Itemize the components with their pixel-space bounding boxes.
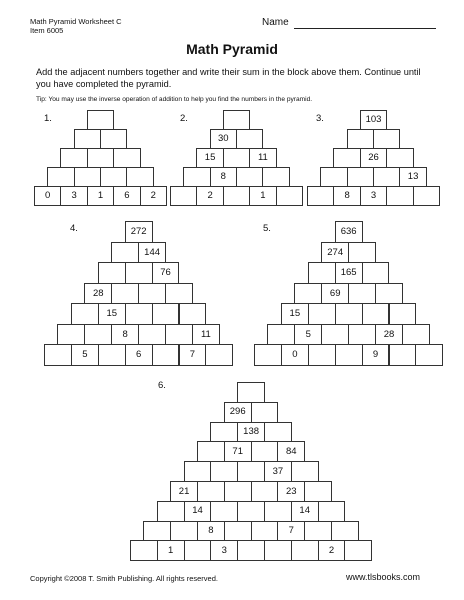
pyramid-block: 23 [277, 481, 305, 502]
pyramid-block[interactable] [237, 461, 265, 482]
pyramid-block: 84 [277, 441, 305, 462]
pyramid-block: 7 [179, 344, 207, 366]
pyramid-block: 2 [318, 540, 346, 561]
pyramid-block[interactable] [402, 324, 430, 346]
pyramid-label: 6. [158, 380, 166, 391]
pyramid-block: 28 [84, 283, 112, 305]
pyramid-block[interactable] [197, 441, 225, 462]
pyramid-block[interactable] [348, 283, 376, 305]
pyramid-label: 2. [180, 113, 188, 124]
pyramid-block[interactable] [157, 501, 185, 522]
pyramid-block: 14 [291, 501, 319, 522]
pyramid-block: 296 [224, 402, 252, 423]
pyramid-block[interactable] [236, 167, 263, 187]
pyramid-block[interactable] [276, 186, 303, 206]
pyramid-block[interactable] [223, 186, 250, 206]
item-number: Item 6005 [30, 26, 64, 35]
pyramid-block: 8 [210, 167, 237, 187]
pyramid-block: 21 [170, 481, 198, 502]
pyramid-block: 0 [34, 186, 61, 206]
pyramid-block[interactable] [87, 110, 114, 130]
pyramid-block[interactable] [165, 283, 193, 305]
pyramid-block: 3 [60, 186, 87, 206]
pyramid-block[interactable] [307, 186, 334, 206]
pyramid-block[interactable] [267, 324, 295, 346]
pyramid-block[interactable] [210, 461, 238, 482]
pyramid-block[interactable] [152, 303, 180, 325]
pyramid-block: 5 [294, 324, 322, 346]
instructions: Add the adjacent numbers together and write their sum in the block above them. Continue until you have completed the pyramid. [36, 67, 421, 89]
pyramid-block: 103 [360, 110, 387, 130]
pyramid-block[interactable] [318, 501, 346, 522]
pyramid-block: 0 [281, 344, 309, 366]
pyramid-block[interactable] [362, 303, 390, 325]
pyramid-block[interactable] [347, 167, 374, 187]
pyramid-block: 165 [335, 262, 363, 284]
pyramid-block[interactable] [294, 283, 322, 305]
pyramid-block[interactable] [347, 129, 374, 149]
pyramid-block[interactable] [57, 324, 85, 346]
pyramid-block: 11 [249, 148, 276, 168]
pyramid-block: 37 [264, 461, 292, 482]
pyramid-block[interactable] [223, 110, 250, 130]
pyramid-block[interactable] [331, 521, 359, 542]
pyramid-block[interactable] [237, 501, 265, 522]
pyramid-6 [130, 382, 371, 560]
pyramid-block[interactable] [125, 303, 153, 325]
pyramid-block[interactable] [205, 344, 233, 366]
pyramid-1 [34, 110, 166, 205]
pyramid-block[interactable] [304, 521, 332, 542]
pyramid-block[interactable] [179, 303, 207, 325]
pyramid-block[interactable] [373, 167, 400, 187]
pyramid-block[interactable] [47, 167, 74, 187]
pyramid-label: 3. [316, 113, 324, 124]
pyramid-block[interactable] [335, 303, 363, 325]
pyramid-block[interactable] [291, 540, 319, 561]
pyramid-block: 69 [321, 283, 349, 305]
pyramid-block: 7 [277, 521, 305, 542]
pyramid-block[interactable] [264, 501, 292, 522]
pyramid-label: 5. [263, 223, 271, 234]
pyramid-block[interactable] [210, 501, 238, 522]
pyramid-block[interactable] [111, 242, 139, 264]
pyramid-block[interactable] [375, 283, 403, 305]
pyramid-block[interactable] [74, 129, 101, 149]
worksheet-name: Math Pyramid Worksheet C [30, 17, 122, 26]
pyramid-block[interactable] [184, 540, 212, 561]
pyramid-block[interactable] [251, 521, 279, 542]
pyramid-4 [44, 221, 232, 365]
pyramid-block[interactable] [98, 344, 126, 366]
name-label: Name [262, 17, 289, 28]
pyramid-block[interactable] [84, 324, 112, 346]
pyramid-block: 15 [196, 148, 223, 168]
pyramid-block[interactable] [373, 129, 400, 149]
pyramid-block[interactable] [251, 441, 279, 462]
pyramid-block: 1 [87, 186, 114, 206]
pyramid-block[interactable] [304, 481, 332, 502]
copyright-notice: Copyright ©2008 T. Smith Publishing. All rights reserved. [30, 574, 218, 583]
pyramid-block[interactable] [224, 521, 252, 542]
pyramid-block: 26 [360, 148, 387, 168]
pyramid-block[interactable] [291, 461, 319, 482]
pyramid-block: 636 [335, 221, 363, 243]
pyramid-block: 15 [281, 303, 309, 325]
pyramid-block[interactable] [415, 344, 443, 366]
pyramid-block[interactable] [264, 540, 292, 561]
pyramid-block: 2 [140, 186, 167, 206]
pyramid-block[interactable] [223, 148, 250, 168]
pyramid-block[interactable] [264, 422, 292, 443]
pyramid-block[interactable] [386, 186, 413, 206]
pyramid-block: 15 [98, 303, 126, 325]
pyramid-block[interactable] [210, 422, 238, 443]
pyramid-block[interactable] [362, 262, 390, 284]
pyramid-block: 5 [71, 344, 99, 366]
pyramid-block[interactable] [308, 344, 336, 366]
pyramid-block[interactable] [251, 402, 279, 423]
pyramid-block: 1 [157, 540, 185, 561]
pyramid-block[interactable] [184, 461, 212, 482]
pyramid-block: 274 [321, 242, 349, 264]
pyramid-block: 8 [333, 186, 360, 206]
pyramid-block: 3 [210, 540, 238, 561]
pyramid-block[interactable] [183, 167, 210, 187]
pyramid-block[interactable] [237, 540, 265, 561]
pyramid-block[interactable] [224, 481, 252, 502]
pyramid-block: 28 [375, 324, 403, 346]
pyramid-block[interactable] [335, 344, 363, 366]
pyramid-block[interactable] [348, 324, 376, 346]
pyramid-block: 30 [210, 129, 237, 149]
pyramid-block[interactable] [152, 344, 180, 366]
pyramid-block: 3 [360, 186, 387, 206]
pyramid-block[interactable] [125, 262, 153, 284]
pyramid-block[interactable] [262, 167, 289, 187]
pyramid-block[interactable] [386, 148, 413, 168]
pyramid-block[interactable] [251, 481, 279, 502]
pyramid-block[interactable] [308, 262, 336, 284]
pyramid-block[interactable] [308, 303, 336, 325]
pyramid-block: 71 [224, 441, 252, 462]
pyramid-block: 8 [197, 521, 225, 542]
pyramid-block: 2 [196, 186, 223, 206]
pyramid-label: 1. [44, 113, 52, 124]
pyramid-block: 8 [111, 324, 139, 346]
pyramid-block[interactable] [320, 167, 347, 187]
pyramid-block[interactable] [236, 129, 263, 149]
pyramid-block[interactable] [333, 148, 360, 168]
pyramid-block[interactable] [113, 148, 140, 168]
pyramid-block[interactable] [100, 129, 127, 149]
pyramid-block: 144 [138, 242, 166, 264]
pyramid-block: 1 [249, 186, 276, 206]
pyramid-block[interactable] [143, 521, 171, 542]
pyramid-block[interactable] [130, 540, 158, 561]
pyramid-block[interactable] [170, 186, 197, 206]
pyramid-block[interactable] [100, 167, 127, 187]
name-field-line[interactable] [294, 28, 436, 29]
pyramid-block[interactable] [165, 324, 193, 346]
pyramid-block[interactable] [237, 382, 265, 403]
pyramid-block: 14 [184, 501, 212, 522]
pyramid-block: 6 [113, 186, 140, 206]
pyramid-block: 11 [192, 324, 220, 346]
pyramid-block[interactable] [126, 167, 153, 187]
pyramid-3 [307, 110, 439, 205]
pyramid-block[interactable] [87, 148, 114, 168]
tip-text: Tip: You may use the inverse operation of addition to help you find the numbers in the pyramid. [36, 96, 313, 103]
pyramid-block[interactable] [170, 521, 198, 542]
pyramid-block[interactable] [44, 344, 72, 366]
pyramid-block[interactable] [389, 303, 417, 325]
pyramid-block[interactable] [389, 344, 417, 366]
pyramid-block[interactable] [98, 262, 126, 284]
pyramid-block[interactable] [138, 324, 166, 346]
pyramid-block[interactable] [71, 303, 99, 325]
pyramid-5 [254, 221, 442, 365]
pyramid-block[interactable] [348, 242, 376, 264]
worksheet-id [30, 17, 122, 35]
pyramid-block[interactable] [138, 283, 166, 305]
pyramid-2 [170, 110, 302, 205]
pyramid-block[interactable] [60, 148, 87, 168]
pyramid-block: 138 [237, 422, 265, 443]
pyramid-block: 6 [125, 344, 153, 366]
pyramid-block[interactable] [321, 324, 349, 346]
pyramid-block: 272 [125, 221, 153, 243]
pyramid-block[interactable] [344, 540, 372, 561]
pyramid-label: 4. [70, 223, 78, 234]
pyramid-block: 13 [399, 167, 426, 187]
pyramid-block[interactable] [197, 481, 225, 502]
pyramid-block[interactable] [254, 344, 282, 366]
pyramid-block[interactable] [111, 283, 139, 305]
page-title: Math Pyramid [186, 41, 278, 57]
pyramid-block[interactable] [74, 167, 101, 187]
pyramid-block: 76 [152, 262, 180, 284]
pyramid-block: 9 [362, 344, 390, 366]
website-link[interactable]: www.tlsbooks.com [346, 572, 421, 582]
pyramid-block[interactable] [413, 186, 440, 206]
